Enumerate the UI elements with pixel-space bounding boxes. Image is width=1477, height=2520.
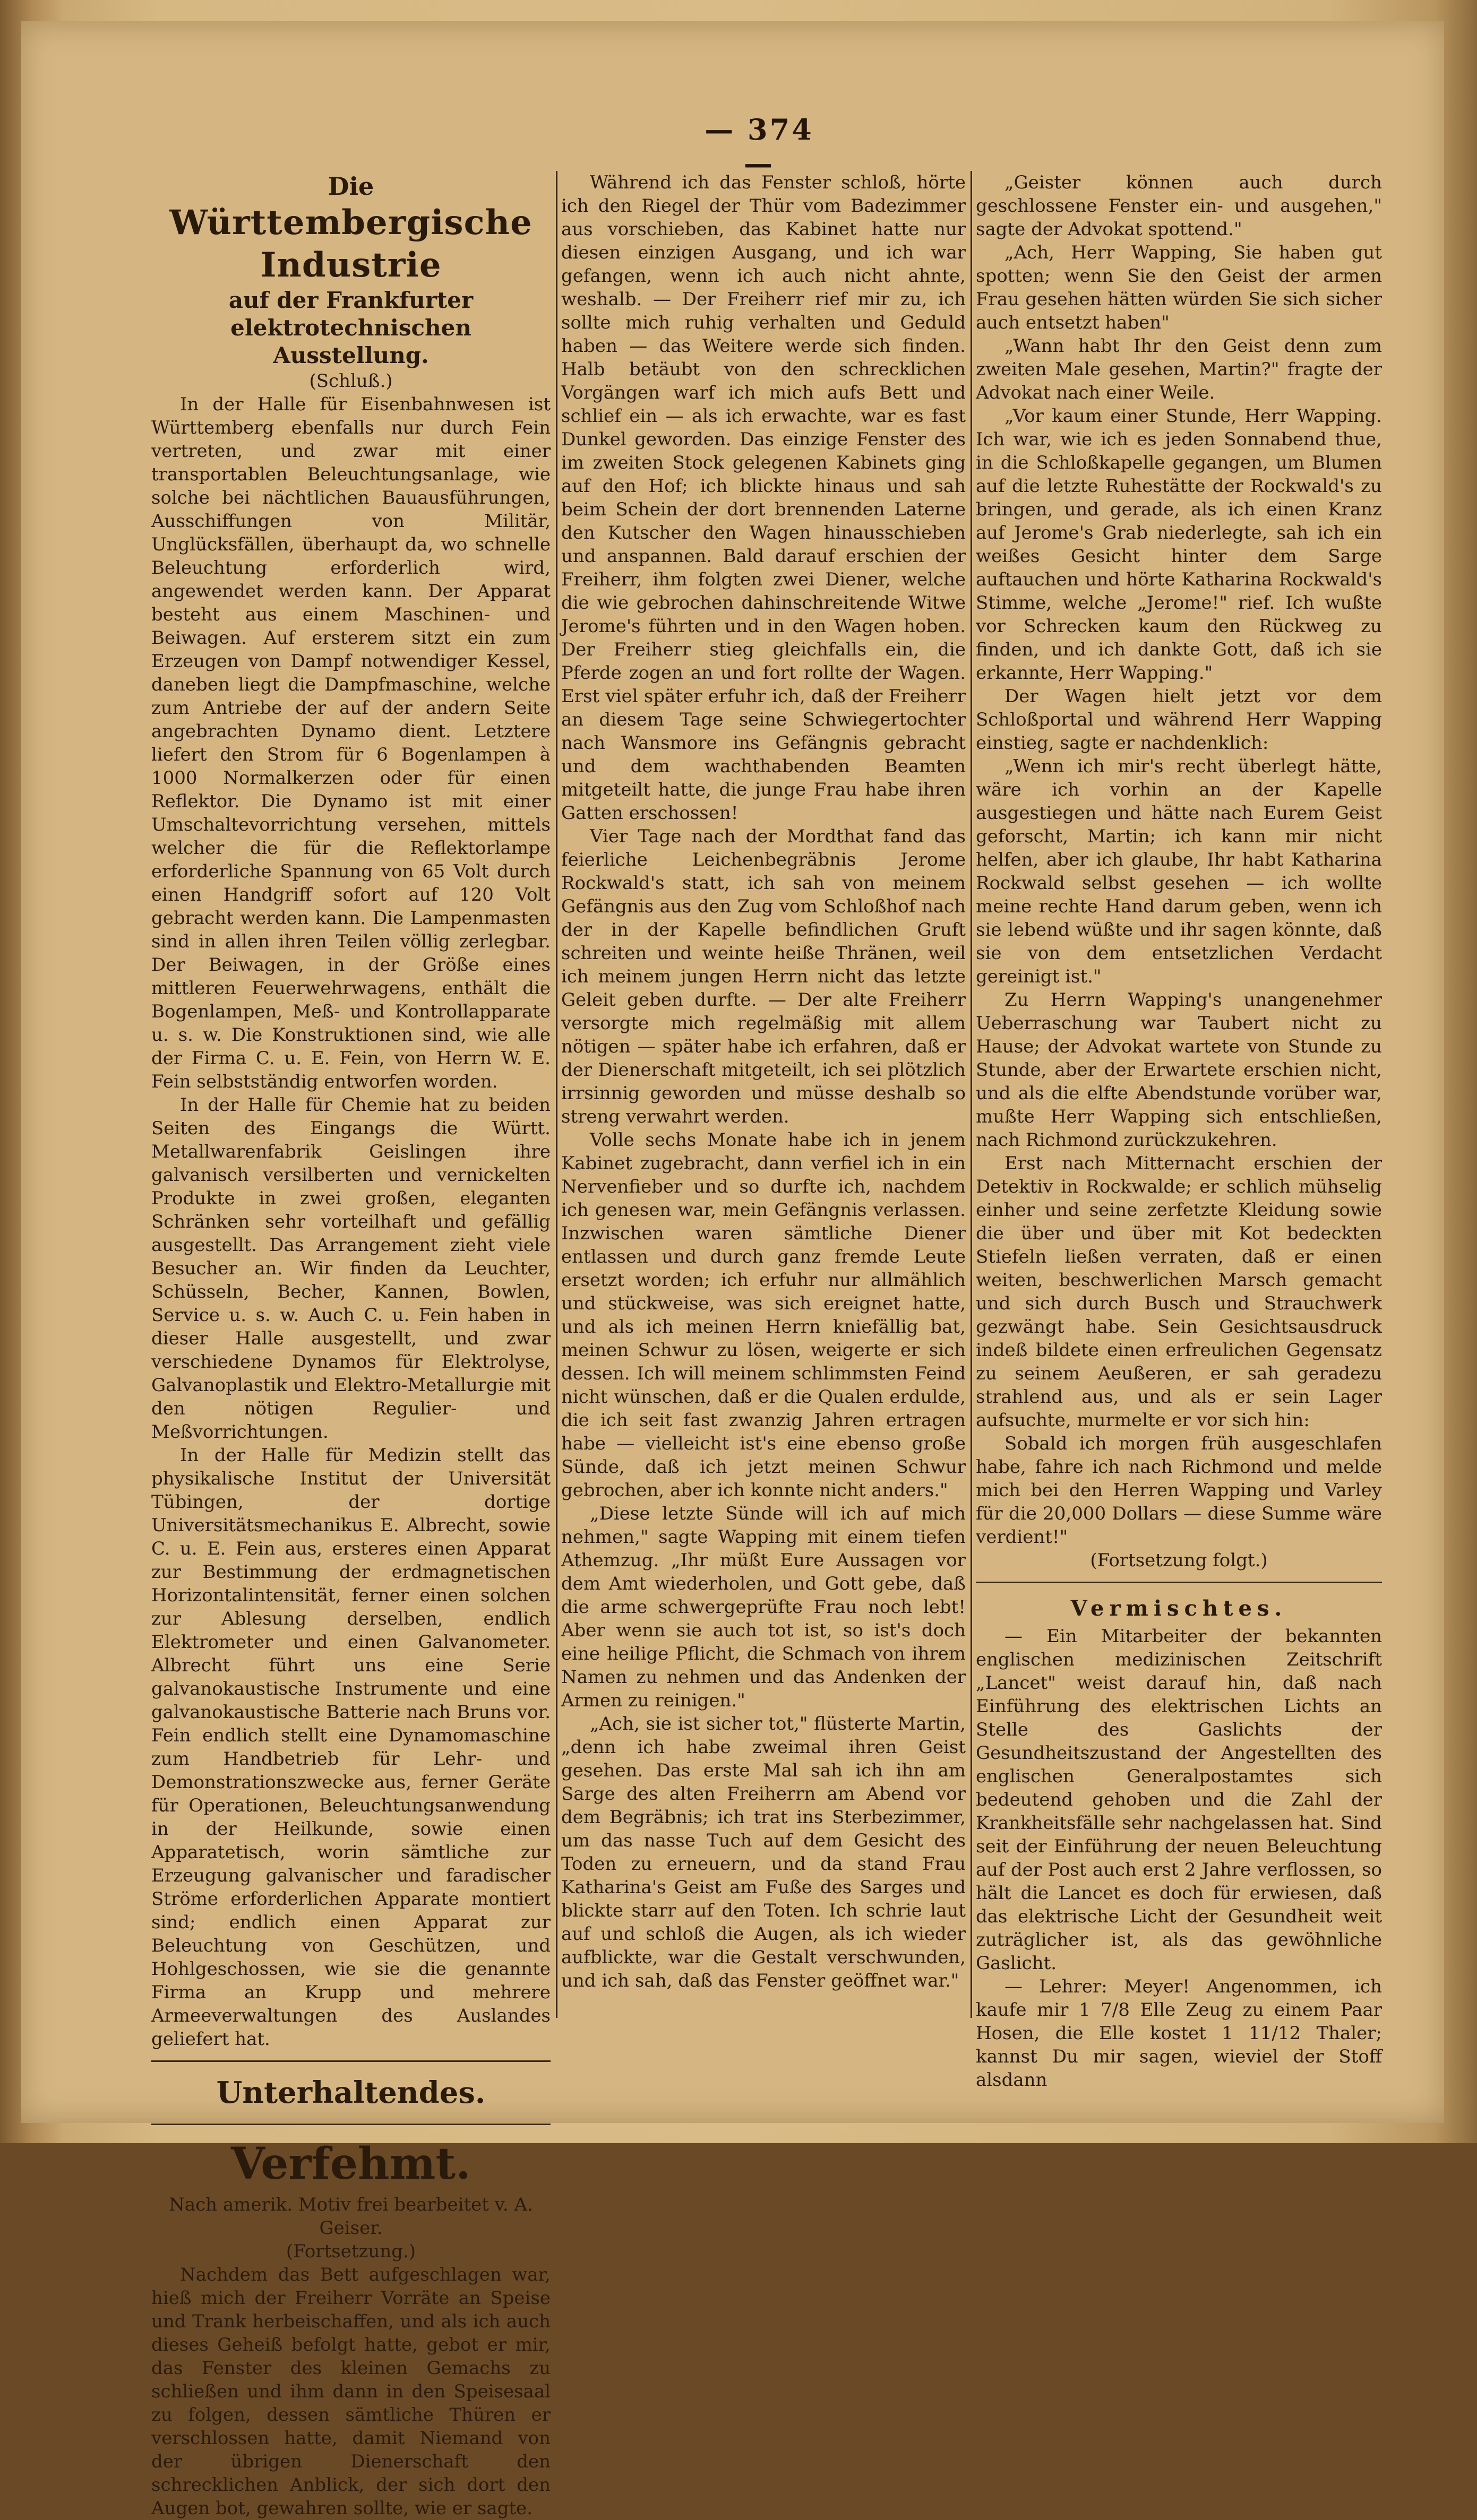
- misc-paragraph: — Lehrer: Meyer! Angenommen, ich kaufe mir 1 7/8 Elle Zeug zu einem Paar Hosen, die Elle kostet 1 11/12 Thaler; kannst Du mir sagen, wieviel der Stoff alsdann: [976, 1976, 1382, 2091]
- article-note: (Schluß.): [309, 370, 393, 392]
- story-title: Verfehmt.: [231, 2138, 471, 2189]
- misc-paragraph: — Ein Mitarbeiter der bekannten englischen medizinischen Zeitschrift „Lancet" weist darauf hin, daß nach Einführung des elektrischen Lichts an Stelle des Gaslichts der Gesundheitszustand der Angestellten des englischen Generalpostamtes sich bedeutend gehoben und die Zahl der Krankheitsfälle sehr nachgelassen hat. Sind seit der Einführung der neuen Beleuchtung auf der Post auch erst 2 Jahre verflossen, so hält die Lancet es doch für erwiesen, daß das elektrische Licht der Gesundheit weit zuträglicher ist, als das gewöhnliche Gaslicht.: [976, 1626, 1382, 1974]
- story-paragraph: „Wann habt Ihr den Geist denn zum zweiten Male gesehen, Martin?" fragte der Advokat nach einer Weile.: [976, 335, 1382, 403]
- story-paragraph: „Wenn ich mir's recht überlegt hätte, wäre ich vorhin an der Kapelle ausgestiegen und hätte nach Eurem Geist geforscht, Martin; ich kann mir nicht helfen, aber ich glaube, Ihr habt Katharina Rockwald selbst gesehen — ich wollte meine rechte Hand darum geben, wenn ich sie lebend wüßte und ihr sagen könnte, daß sie von dem entsetzlichen Verdacht gereinigt ist.": [976, 756, 1382, 987]
- story-paragraph: Nachdem das Bett aufgeschlagen war, hieß mich der Freiherr Vorräte an Speise und Trank herbeischaffen, und als ich auch dieses Geheiß befolgt hatte, gebot er mir, das Fenster des kleinen Gemachs zu schließen und ihm dann in den Speisesaal zu folgen, dessen sämtliche Thüren er verschlossen hatte, damit Niemand von der übrigen Dienerschaft den schrecklichen Anblick, der sich dort den Augen bot, gewahren sollte, wie er sagte.: [151, 2264, 551, 2519]
- misc-heading: Vermischtes.: [1070, 1596, 1287, 1621]
- story-paragraph: Sobald ich morgen früh ausgeschlafen habe, fahre ich nach Richmond und melde mich bei den Herren Wapping und Varley für die 20,000 Dollars — diese Summe wäre verdient!": [976, 1433, 1382, 1548]
- section-rule: [151, 2060, 551, 2062]
- story-paragraph: Erst nach Mitternacht erschien der Detektiv in Rockwalde; er schlich mühselig einher und seine zerfetzte Kleidung sowie die über und über mit Kot bedeckten Stiefeln ließen verraten, daß er einen weiten, beschwerlichen Marsch gemacht und sich durch Busch und Strauchwerk gezwängt habe. Sein Gesichtsausdruck indeß bildete einen erfreulichen Gegensatz zu seinem Aeußeren, er sah geradezu strahlend aus, und als er sein Lager aufsuchte, murmelte er vor sich hin:: [976, 1153, 1382, 1431]
- column-2: [561, 171, 966, 2023]
- section-rule: [976, 1582, 1382, 1583]
- section-heading: Unterhaltendes.: [216, 2075, 486, 2110]
- article-kicker: Die: [328, 172, 374, 201]
- article-paragraph: In der Halle für Medizin stellt das physikalische Institut der Universität Tübingen, der dortige Universitätsmechanikus E. Albrecht, sowie C. u. E. Fein aus, ersteres einen Apparat zur Bestimmung der erdmagnetischen Horizontalintensität, ferner einen solchen zur Ablesung derselben, endlich Elektrometer und einen Galvanometer. Albrecht führt uns eine Serie galvanokaustische Instrumente und eine galvanokaustische Batterie nach Bruns vor. Fein endlich stellt eine Dynamomaschine zum Handbetrieb für Lehr- und Demonstrationszwecke aus, ferner Geräte für Operationen, Beleuchtungsanwendung in der Heilkunde, sowie einen Apparatetisch, worin sämtliche zur Erzeugung galvanischer und faradischer Ströme erforderlichen Apparate montiert sind; endlich einen Apparat zur Beleuchtung von Geschützen, und Hohlgeschossen, wie sie die genannte Firma an Krupp und mehrere Armeeverwaltungen des Auslandes geliefert hat.: [151, 1445, 551, 2050]
- article-paragraph: In der Halle für Chemie hat zu beiden Seiten des Eingangs die Württ. Metallwarenfabrik Geislingen ihre galvanisch versilberten und vernickelten Produkte in zwei großen, eleganten Schränken sehr vorteilhaft und gefällig ausgestellt. Das Arrangement zieht viele Besucher an. Wir finden da Leuchter, Schüsseln, Becher, Kannen, Bowlen, Service u. s. w. Auch C. u. Fein haben in dieser Halle ausgestellt, und zwar verschiedene Dynamos für Elektrolyse, Galvanoplastik und Elektro-Metallurgie mit den nötigen Regulier- und Meßvorrichtungen.: [151, 1094, 551, 1443]
- story-paragraph: Während ich das Fenster schloß, hörte ich den Riegel der Thür vom Badezimmer aus vorschieben, das Kabinet hatte nur diesen einzigen Ausgang, und ich war gefangen, wenn ich auch nicht ahnte, weshalb. — Der Freiherr rief mir zu, ich sollte mich ruhig verhalten und Geduld haben — das Weitere werde sich finden. Halb betäubt von den schrecklichen Vorgängen warf ich mich aufs Bett und schlief ein — als ich erwachte, war es fast Dunkel geworden. Das einzige Fenster des im zweiten Stock gelegenen Kabinets ging auf den Hof; ich blickte hinaus und sah beim Schein der dort brennenden Laterne den Kutscher den Wagen hinausschieben und anspannen. Bald darauf erschien der Freiherr, ihm folgten zwei Diener, welche die wie gebrochen dahinschreitende Witwe Jerome's führten und in den Wagen hoben. Der Freiherr stieg gleichfalls ein, die Pferde zogen an und fort rollte der Wagen. Erst viel später erfuhr ich, daß der Freiherr an diesem Tage seine Schwiegertochter nach Wansmore ins Gefängnis gebracht und dem wachthabenden Beamten mitgeteilt hatte, die junge Frau habe ihren Gatten erschossen!: [561, 172, 966, 824]
- article-title: Württembergische Industrie: [169, 203, 533, 285]
- story-paragraph: „Diese letzte Sünde will ich auf mich nehmen," sagte Wapping mit einem tiefen Athemzug. „Ihr müßt Eure Aussagen vor dem Amt wiederholen, und Gott gebe, daß die arme schwergeprüfte Frau noch lebt! Aber wenn sie auch tot ist, so ist's doch eine heilige Pflicht, die Schmach von ihrem Namen zu nehmen und das Andenken der Armen zu reinigen.": [561, 1503, 966, 1711]
- page-number: — 374 —: [705, 113, 814, 180]
- story-paragraph: „Ach, sie ist sicher tot," flüsterte Martin, „denn ich habe zweimal ihren Geist gesehen. Das erste Mal sah ich ihn am Sarge des alten Freiherrn am Abend vor dem Begräbnis; ich trat ins Sterbezimmer, um das nasse Tuch auf dem Gesicht des Toden zu erneuern, und da stand Frau Katharina's Geist am Fuße des Sarges und blickte starr auf den Toten. Ich schrie laut auf und schloß die Augen, als ich wieder aufblickte, war die Gestalt verschwunden, und ich sah, daß das Fenster geöffnet war.": [561, 1713, 966, 1991]
- column-divider: [556, 171, 557, 2018]
- article-paragraph: In der Halle für Eisenbahnwesen ist Württemberg ebenfalls nur durch Fein vertreten, und zwar mit einer transportablen Beleuchtungsanlage, wie solche bei nächtlichen Bauausführungen, Ausschiffungen von Militär, Unglücksfällen, überhaupt da, wo schnelle Beleuchtung erforderlich wird, angewendet werden kann. Der Apparat besteht aus einem Maschinen- und Beiwagen. Auf ersterem sitzt ein zum Erzeugen von Dampf notwendiger Kessel, daneben liegt die Dampfmaschine, welche zum Antriebe der auf der andern Seite angebrachten Dynamo dient. Letztere liefert den Strom für 6 Bogenlampen à 1000 Normalkerzen oder für einen Reflektor. Die Dynamo ist mit einer Umschaltevorrichtung versehen, mittels welcher die für die Reflektorlampe erforderliche Spannung von 65 Volt durch einen Handgriff sofort auf 120 Volt gebracht werden kann. Die Lampenmasten sind in allen ihren Teilen völlig zerlegbar. Der Beiwagen, in der Größe eines mittleren Feuerwehrwagens, enthält die Bogenlampen, Meß- und Kontrollapparate u. s. w. Die Konstruktionen sind, wie alle der Firma C. u. E. Fein, von Herrn W. E. Fein selbstständig entworfen worden.: [151, 394, 551, 1092]
- story-paragraph: Volle sechs Monate habe ich in jenem Kabinet zugebracht, dann verfiel ich in ein Nervenfieber und so durfte ich, nachdem ich genesen war, mein Gefängnis verlassen. Inzwischen waren sämtliche Diener entlassen und durch ganz fremde Leute ersetzt worden; ich erfuhr nur allmählich und stückweise, was sich ereignet hatte, und als ich meinen Herrn kniefällig bat, meinen Schwur zu lösen, weigerte er sich dessen. Ich will meinem schlimmsten Feind nicht wünschen, daß er die Qualen erdulde, die ich seit fast zwanzig Jahren ertragen habe — vielleicht ist's eine ebenso große Sünde, daß ich jetzt meinen Schwur gebrochen, aber ich konnte nicht anders.": [561, 1129, 966, 1501]
- story-paragraph: „Geister können auch durch geschlossene Fenster ein- und ausgehen," sagte der Advokat spottend.": [976, 172, 1382, 240]
- story-paragraph: Zu Herrn Wapping's unangenehmer Ueberraschung war Taubert nicht zu Hause; der Advokat wartete von Stunde zu Stunde, aber der Erwartete erschien nicht, und als die elfte Abendstunde vorüber war, mußte Herr Wapping sich entschließen, nach Richmond zurückzukehren.: [976, 989, 1382, 1151]
- column-3: [976, 171, 1382, 2091]
- story-paragraph: Vier Tage nach der Mordthat fand das feierliche Leichenbegräbnis Jerome Rockwald's statt, ich sah von meinem Gefängnis aus den Zug vom Schloßhof nach der in der Kapelle befindlichen Gruft schreiten und weinte heiße Thränen, weil ich meinem jungen Herrn nicht das letzte Geleit geben durfte. — Der alte Freiherr versorgte mich regelmäßig mit allem nötigen — später habe ich erfahren, daß er der Dienerschaft mitgeteilt, ich sei plötzlich irrsinnig geworden und müsse deshalb so streng verwahrt werden.: [561, 826, 966, 1127]
- story-byline: Nach amerik. Motiv frei bearbeitet v. A. Geiser.: [169, 2194, 533, 2239]
- story-paragraph: Der Wagen hielt jetzt vor dem Schloßportal und während Herr Wapping einstieg, sagte er nachdenklich:: [976, 686, 1382, 754]
- story-paragraph: „Vor kaum einer Stunde, Herr Wapping. Ich war, wie ich es jeden Sonnabend thue, in die Schloßkapelle gegangen, um Blumen auf die letzte Ruhestätte der Rockwald's zu bringen, und gerade, als ich einen Kranz auf Jerome's Grab niederlegte, sah ich ein weißes Gesicht hinter dem Sarge auftauchen und hörte Katharina Rockwald's Stimme, welche „Jerome!" rief. Ich wußte vor Schrecken kaum den Rückweg zu finden, und ich dankte Gott, daß ich sie erkannte, Herr Wapping.": [976, 405, 1382, 684]
- section-rule: [151, 2124, 551, 2125]
- story-continued: (Fortsetzung folgt.): [1090, 1550, 1268, 1571]
- story-note: (Fortsetzung.): [286, 2241, 416, 2262]
- story-paragraph: „Ach, Herr Wapping, Sie haben gut spotten; wenn Sie den Geist der armen Frau gesehen hätten würden Sie sich sicher auch entsetzt haben": [976, 242, 1382, 333]
- column-divider: [971, 171, 972, 2018]
- article-subtitle: auf der Frankfurter elektrotechnischen Ausstellung.: [228, 287, 474, 368]
- column-1: [151, 171, 551, 2519]
